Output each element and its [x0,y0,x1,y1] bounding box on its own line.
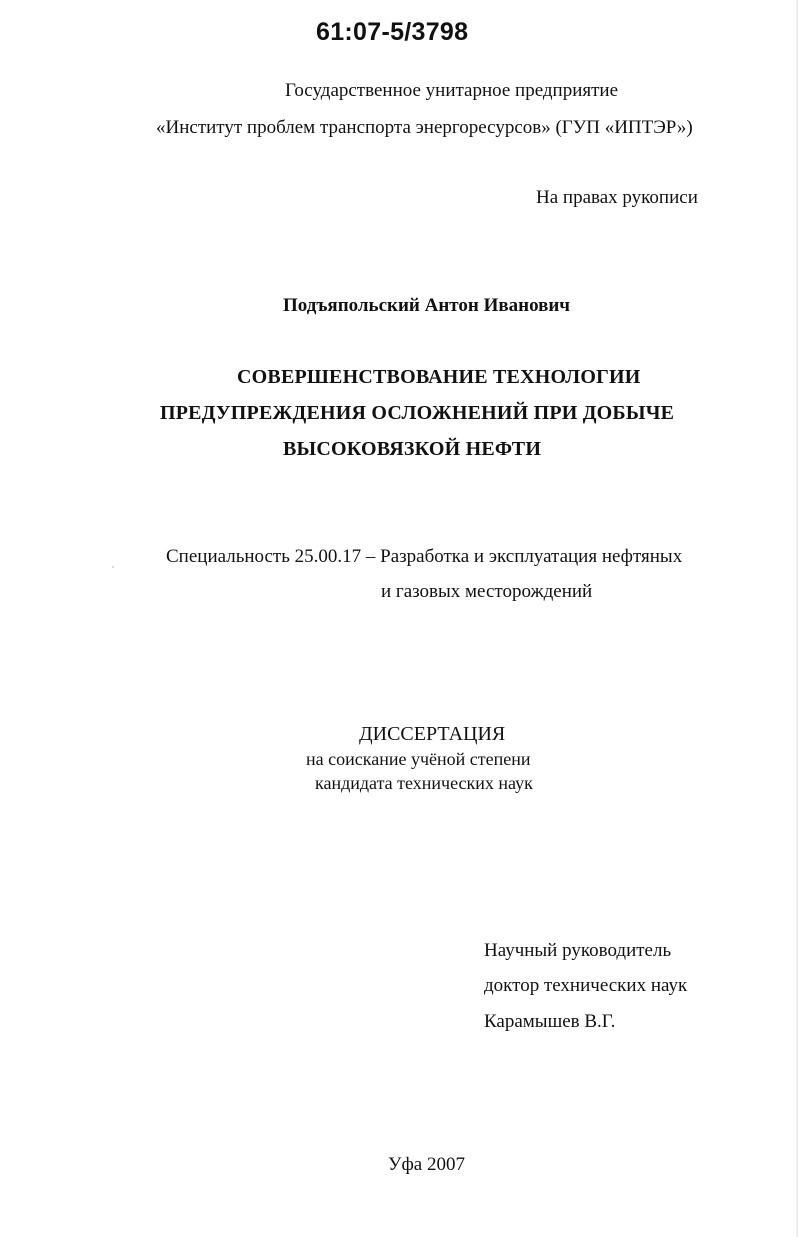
organization-line-1: Государственное унитарное предприятие [285,80,619,101]
city-year: Уфа 2007 [388,1154,465,1175]
title-line-3: ВЫСОКОВЯЗКОЙ НЕФТИ [283,438,542,460]
degree-line-2: кандидата технических наук [315,773,533,793]
specialty-line-2: и газовых месторождений [381,581,593,602]
organization-line-2: «Институт проблем транспорта энергоресурсов» (ГУП «ИПТЭР») [156,117,693,138]
dissertation-heading: ДИССЕРТАЦИЯ [359,723,506,745]
specialty-line-1: Специальность 25.00.17 – Разработка и эксплуатация нефтяных [166,546,683,567]
catalog-number: 61:07-5/3798 [316,18,469,46]
scan-speck [112,566,114,568]
author-name: Подъяпольский Антон Иванович [283,295,571,316]
supervisor-degree: доктор технических наук [484,975,688,996]
manuscript-rights-note: На правах рукописи [536,187,698,208]
supervisor-name: Карамышев В.Г. [484,1011,616,1032]
title-line-2: ПРЕДУПРЕЖДЕНИЯ ОСЛОЖНЕНИЙ ПРИ ДОБЫЧЕ [160,402,675,424]
supervisor-role: Научный руководитель [484,940,672,961]
title-line-1: СОВЕРШЕНСТВОВАНИЕ ТЕХНОЛОГИИ [237,366,641,388]
degree-line-1: на соискание учёной степени [306,749,531,769]
